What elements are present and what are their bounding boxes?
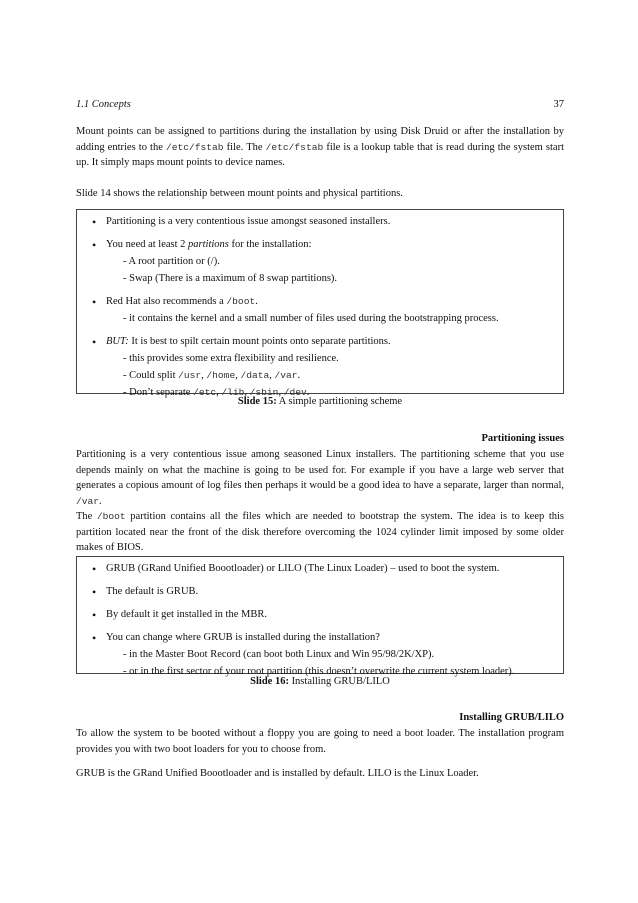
code-path: /sbin	[249, 387, 279, 398]
code-boot: /boot	[96, 511, 126, 522]
bullet-text: The default is GRUB.	[106, 586, 199, 597]
bullet-text: Red Hat also recommends a	[106, 296, 227, 307]
slide-15-box	[76, 209, 564, 398]
slide-16-caption	[76, 676, 564, 687]
bullet-text: GRUB (GRand Unified Boootloader) or LILO (The Linux Loader) – used to boot the system.	[106, 563, 500, 574]
paragraph-mount-points	[76, 124, 564, 171]
slide15-bullet-4	[92, 335, 391, 349]
slide15-sub-root: - A root partition or (/).	[123, 256, 220, 267]
slide16-sub-mbr: - in the Master Boot Record (can boot both Linux and Win 95/98/2K/XP).	[123, 649, 435, 660]
code-path: /var	[274, 370, 298, 381]
caption-label: Slide 15:	[237, 396, 277, 407]
slide15-sub-kernel: - it contains the kernel and a small number of files used during the bootstrapping process.	[123, 313, 499, 324]
code-path: /home	[206, 370, 236, 381]
bullet-text: .	[255, 296, 258, 307]
code-path: /lib	[221, 387, 245, 398]
bullet-text: You can change where GRUB is installed during the installation?	[106, 632, 380, 643]
code-path: /etc	[193, 387, 217, 398]
page-number: 37	[553, 99, 564, 110]
text: .	[306, 387, 310, 398]
margin-heading-partitioning: Partitioning issues	[481, 433, 564, 444]
slide15-sub-split	[123, 369, 300, 383]
separator: ,	[269, 370, 275, 381]
slide16-bullet-4	[92, 631, 380, 645]
text: .	[99, 495, 102, 507]
code-path: /data	[240, 370, 270, 381]
slide15-bullet-2	[92, 238, 311, 252]
bullet-text: By default it get installed in the MBR.	[106, 609, 267, 620]
text: file. The	[223, 141, 266, 153]
code-fstab: /etc/fstab	[165, 141, 224, 153]
separator: ,	[216, 387, 222, 398]
text: The	[76, 511, 97, 522]
bullet-text: You need at least 2	[106, 239, 189, 250]
paragraph-slide14-ref: Slide 14 shows the relationship between mount points and physical partitions.	[76, 188, 403, 199]
bullet-text: for the installation:	[228, 239, 312, 250]
paragraph-grub-lilo: GRUB is the GRand Unified Boootloader and is installed by default. LILO is the Linux Loader.	[76, 768, 479, 779]
emphasis: BUT:	[106, 336, 129, 347]
text: Partitioning is a very contentious issue among seasoned Linux installers. The partitioning scheme that you use depends mainly on what the machine is going to be used for. For example if you have a large web server that generates a copious amount of log files then perhaps it would be a good idea to have a separate, larger than normal,	[76, 449, 564, 491]
section-title: 1.1 Concepts	[76, 99, 131, 110]
separator: ,	[235, 370, 241, 381]
paragraph-partitioning	[76, 447, 564, 509]
slide16-sub-root-sector: - or in the first sector of your root partition (this doesn’t overwrite the current system loader).	[123, 666, 515, 677]
slide15-sub-flexibility: - this provides some extra flexibility and resilience.	[123, 353, 339, 364]
code-path: /usr	[178, 370, 202, 381]
text: - Could split	[123, 370, 179, 381]
bullet-text: It is best to spilt certain mount points onto separate partitions.	[128, 336, 391, 347]
slide16-bullet-3	[92, 608, 267, 622]
slide16-bullet-2	[92, 585, 198, 599]
slide-16-box	[76, 556, 564, 677]
code-boot: /boot	[226, 296, 256, 307]
running-header	[76, 99, 564, 110]
code-fstab: /etc/fstab	[265, 141, 324, 153]
slide-15-caption	[76, 396, 564, 407]
margin-heading-grub: Installing GRUB/LILO	[459, 712, 564, 723]
emphasis: partitions	[188, 239, 229, 250]
paragraph-boot-loader: To allow the system to be booted without a floppy you are going to need a boot loader. The installation program provides you with two boot loaders for you to choose from.	[76, 728, 564, 755]
text: Mount points can be assigned to partitions during the installation by using Disk Druid or after the installation by adding entries to the	[76, 126, 564, 153]
code-var: /var	[76, 495, 100, 507]
caption-text: A simple partitioning scheme	[276, 396, 403, 407]
separator: ,	[278, 387, 284, 398]
caption-text: Installing GRUB/LILO	[288, 676, 390, 687]
separator: ,	[201, 370, 207, 381]
text: .	[297, 370, 301, 381]
text: - Don’t separate	[123, 387, 194, 398]
slide15-bullet-3	[92, 295, 258, 309]
slide15-bullet-1	[92, 215, 390, 229]
bullet-text: Partitioning is a very contentious issue amongst seasoned installers.	[106, 216, 391, 227]
code-path: /dev	[283, 387, 307, 398]
slide16-bullet-1	[92, 562, 499, 576]
paragraph-boot	[76, 509, 564, 556]
text: partition contains all the files which are needed to bootstrap the system. The idea is to keep this partition located near the front of the disk therefore overcoming the 1024 cylinder limit imposed by some older makes of BIOS.	[76, 511, 564, 553]
caption-label: Slide 16:	[250, 676, 289, 687]
slide15-sub-swap: - Swap (There is a maximum of 8 swap partitions).	[123, 273, 338, 284]
separator: ,	[244, 387, 250, 398]
text: file is a lookup table that is read during the system start up. It simply maps mount points to device names.	[76, 141, 565, 168]
